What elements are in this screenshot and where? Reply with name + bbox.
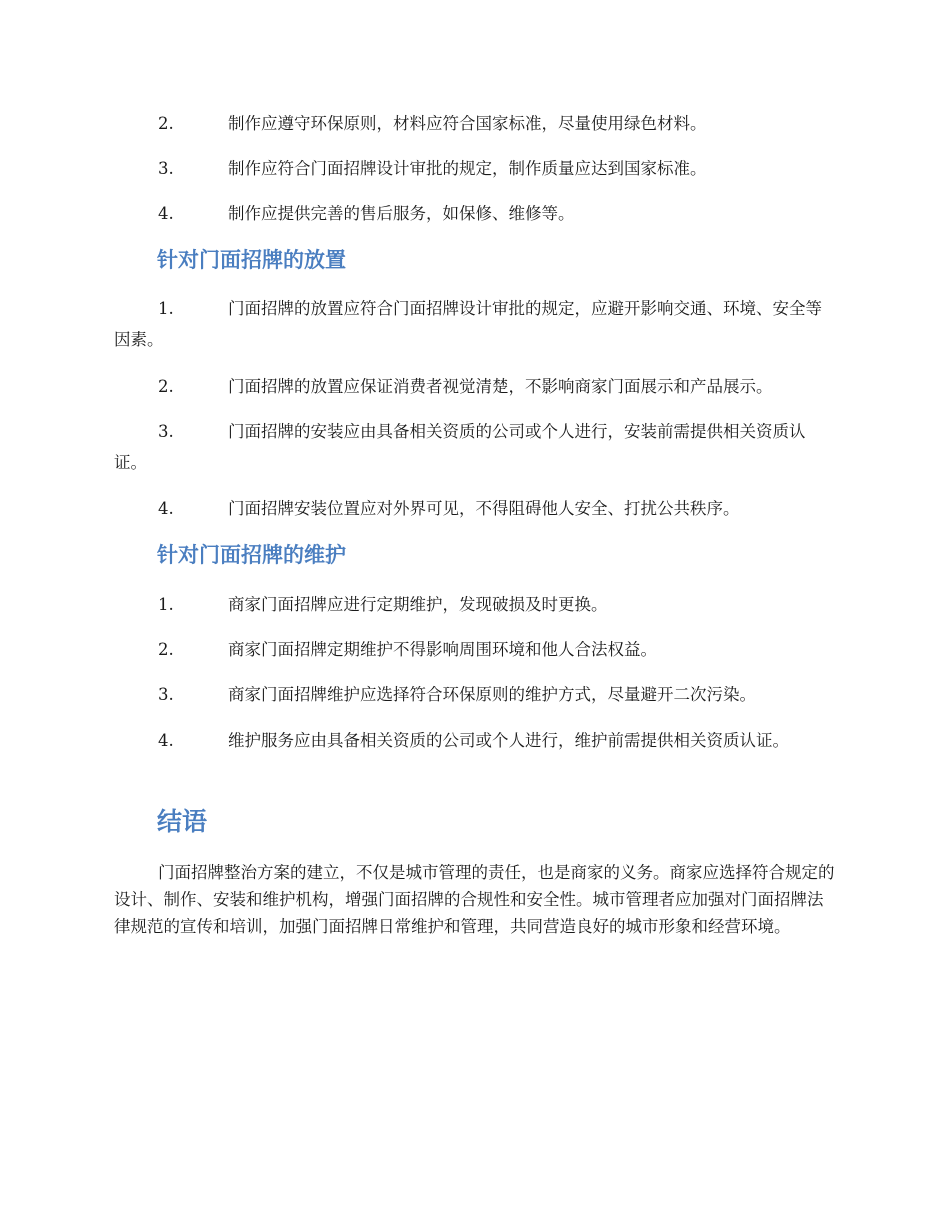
list-number: 2. [158,377,174,396]
list-text: 门面招牌的放置应符合门面招牌设计审批的规定，应避开影响交通、环境、安全等因素。 [114,299,822,349]
list-item [114,725,836,756]
list-item [114,634,836,665]
list-item [114,679,836,710]
list-number: 3. [158,159,174,178]
list-text: 商家门面招牌定期维护不得影响周围环境和他人合法权益。 [228,640,657,659]
list-number: 4. [158,499,174,518]
list-item [114,198,836,229]
list-text: 维护服务应由具备相关资质的公司或个人进行，维护前需提供相关资质认证。 [228,731,789,750]
list-text: 门面招牌安装位置应对外界可见，不得阻碍他人安全、打扰公共秩序。 [228,499,740,518]
list-item [114,416,836,478]
list-text: 商家门面招牌应进行定期维护，发现破损及时更换。 [228,595,608,614]
section-heading-conclusion: 结语 [157,807,208,836]
list-item [114,293,836,355]
list-text: 制作应提供完善的售后服务，如保修、维修等。 [228,204,575,223]
list-item [114,108,836,139]
list-item [114,493,836,524]
section-heading-maintenance: 针对门面招牌的维护 [157,543,346,567]
list-number: 3. [158,422,174,441]
list-item [114,589,836,620]
list-text: 门面招牌的安装应由具备相关资质的公司或个人进行，安装前需提供相关资质认证。 [114,422,806,472]
list-text: 制作应符合门面招牌设计审批的规定，制作质量应达到国家标准。 [228,159,707,178]
list-item [114,153,836,184]
list-text: 制作应遵守环保原则，材料应符合国家标准，尽量使用绿色材料。 [228,114,707,133]
list-number: 1. [158,299,174,318]
list-number: 2. [158,114,174,133]
list-text: 商家门面招牌维护应选择符合环保原则的维护方式，尽量避开二次污染。 [228,685,756,704]
list-item [114,371,836,402]
list-number: 4. [158,204,174,223]
list-text: 门面招牌的放置应保证消费者视觉清楚，不影响商家门面展示和产品展示。 [228,377,773,396]
conclusion-paragraph: 门面招牌整治方案的建立，不仅是城市管理的责任，也是商家的义务。商家应选择符合规定的设计、制作、安装和维护机构，增强门面招牌的合规性和安全性。城市管理者应加强对门面招牌法律规范的宣传和培训，加强门面招牌日常维护和管理，共同营造良好的城市形象和经营环境。 [114,863,835,936]
list-number: 1. [158,595,174,614]
list-number: 2. [158,640,174,659]
list-number: 3. [158,685,174,704]
list-number: 4. [158,731,174,750]
section-heading-placement: 针对门面招牌的放置 [157,248,346,272]
